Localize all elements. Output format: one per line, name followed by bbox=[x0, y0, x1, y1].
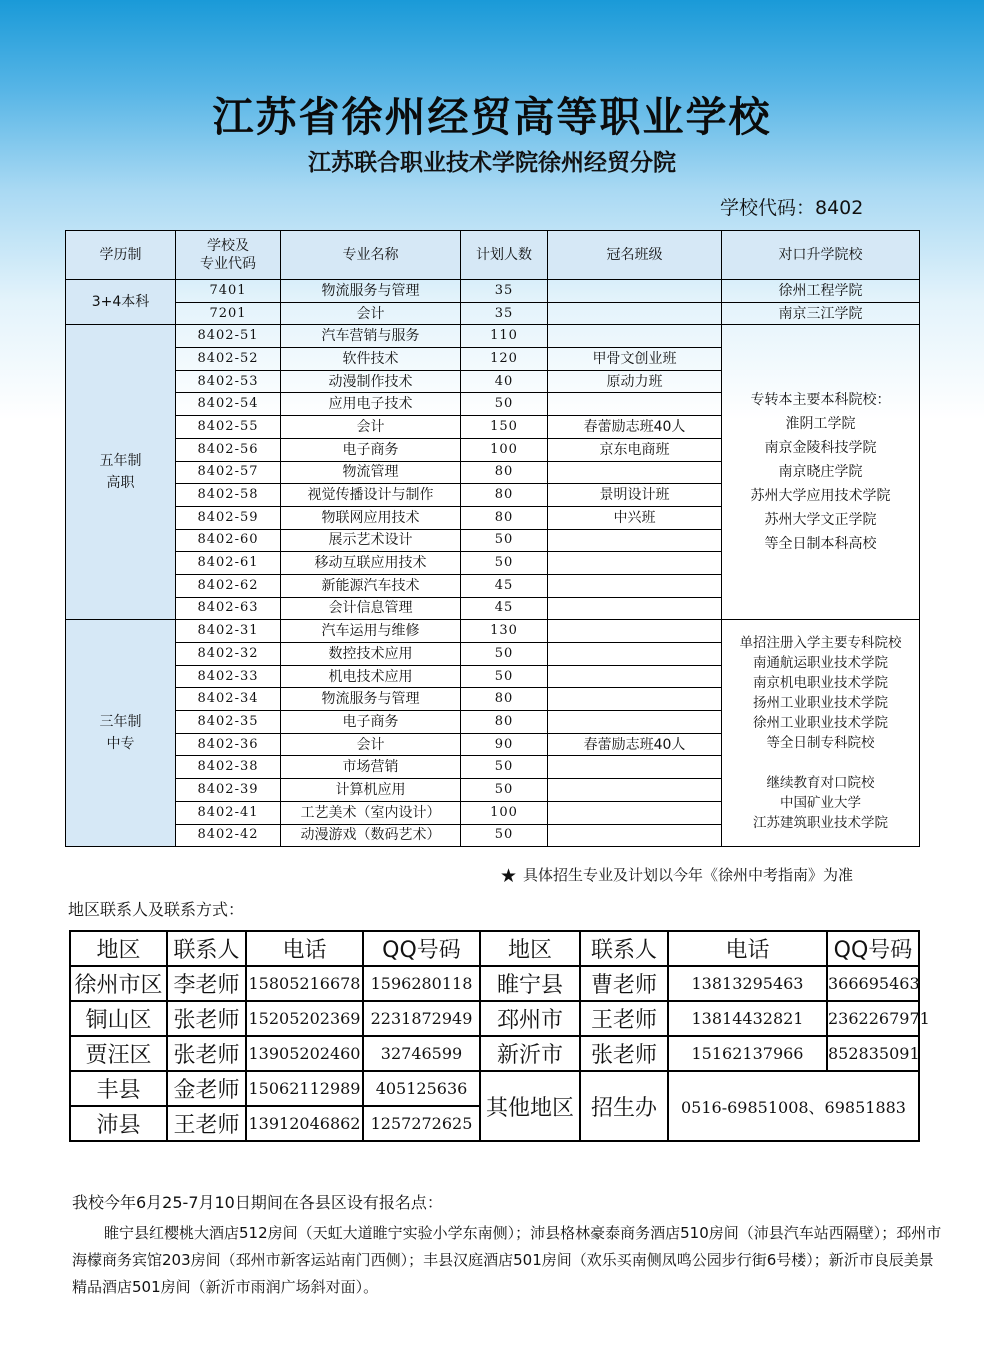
major-name: 工艺美术（室内设计） bbox=[281, 801, 461, 824]
column-header: 计划人数 bbox=[461, 231, 548, 280]
named-class bbox=[548, 756, 722, 779]
named-class bbox=[548, 529, 722, 552]
table-row bbox=[66, 302, 920, 325]
table-header-row bbox=[66, 231, 920, 280]
contact-person: 张老师 bbox=[167, 1001, 246, 1036]
table-row bbox=[66, 325, 920, 348]
footnote bbox=[500, 864, 853, 887]
major-name: 会计 bbox=[281, 416, 461, 439]
region: 睢宁县 bbox=[480, 966, 580, 1001]
major-code: 8402-34 bbox=[176, 688, 281, 711]
plan-count: 50 bbox=[461, 393, 548, 416]
major-code: 8402-35 bbox=[176, 711, 281, 734]
column-header: 地区 bbox=[70, 931, 167, 966]
major-name: 移动互联应用技术 bbox=[281, 552, 461, 575]
major-name: 市场营销 bbox=[281, 756, 461, 779]
page-subtitle: 江苏联合职业技术学院徐州经贸分院 bbox=[308, 150, 676, 176]
qq-number: 2362267971 bbox=[827, 1001, 919, 1036]
contact-row bbox=[70, 966, 919, 1001]
plan-count: 100 bbox=[461, 801, 548, 824]
target-college: 南京三江学院 bbox=[722, 302, 920, 325]
plan-count: 80 bbox=[461, 461, 548, 484]
named-class bbox=[548, 597, 722, 620]
column-header: QQ号码 bbox=[363, 931, 480, 966]
major-code: 8402-51 bbox=[176, 325, 281, 348]
major-name: 物流服务与管理 bbox=[281, 280, 461, 303]
region: 新沂市 bbox=[480, 1036, 580, 1071]
named-class: 春蕾励志班40人 bbox=[548, 416, 722, 439]
contact-row bbox=[70, 1036, 919, 1071]
phone: 13814432821 bbox=[668, 1001, 827, 1036]
enrollment-plan-table bbox=[65, 230, 920, 847]
table-row bbox=[66, 620, 920, 643]
column-header: 学校及 专业代码 bbox=[176, 231, 281, 280]
named-class bbox=[548, 665, 722, 688]
major-name: 电子商务 bbox=[281, 711, 461, 734]
major-code: 8402-59 bbox=[176, 506, 281, 529]
named-class bbox=[548, 302, 722, 325]
named-class: 京东电商班 bbox=[548, 438, 722, 461]
named-class: 景明设计班 bbox=[548, 484, 722, 507]
qq-number: 1257272625 bbox=[363, 1106, 480, 1141]
major-name: 软件技术 bbox=[281, 348, 461, 371]
major-name: 汽车营销与服务 bbox=[281, 325, 461, 348]
major-name: 电子商务 bbox=[281, 438, 461, 461]
registration-body: 睢宁县红樱桃大酒店512房间（天虹大道睢宁实验小学东南侧）；沛县格林豪泰商务酒店510房间（沛县汽车站西隔壁）；邳州市海檬商务宾馆203房间（邳州市新客运站南门西侧）；丰县汉庭酒店501房间（欢乐买南侧凤鸣公园步行街6号楼）；新沂市良辰美景精品酒店501房间（新沂市雨润广场斜对面）。 bbox=[72, 1224, 942, 1296]
phone: 15162137966 bbox=[668, 1036, 827, 1071]
target-colleges: 专转本主要本科院校： 淮阴工学院 南京金陵科技学院 南京晓庄学院 苏州大学应用技术学院 苏州大学文正学院 等全日制本科高校 bbox=[722, 325, 920, 620]
region: 丰县 bbox=[70, 1071, 167, 1106]
major-code: 8402-33 bbox=[176, 665, 281, 688]
named-class bbox=[548, 620, 722, 643]
contact-person: 张老师 bbox=[167, 1036, 246, 1071]
named-class bbox=[548, 280, 722, 303]
contact-person: 曹老师 bbox=[580, 966, 668, 1001]
major-code: 7201 bbox=[176, 302, 281, 325]
column-header: 联系人 bbox=[167, 931, 246, 966]
school-code: 学校代码：8402 bbox=[720, 197, 864, 219]
registration-heading: 我校今年6月25-7月10日期间在各县区设有报名点： bbox=[72, 1193, 443, 1212]
major-name: 会计信息管理 bbox=[281, 597, 461, 620]
named-class: 原动力班 bbox=[548, 370, 722, 393]
contacts-heading: 地区联系人及联系方式： bbox=[68, 900, 245, 919]
major-code: 8402-32 bbox=[176, 643, 281, 666]
target-college: 徐州工程学院 bbox=[722, 280, 920, 303]
major-name: 物流管理 bbox=[281, 461, 461, 484]
column-header: 对口升学院校 bbox=[722, 231, 920, 280]
named-class: 春蕾励志班40人 bbox=[548, 733, 722, 756]
plan-count: 80 bbox=[461, 688, 548, 711]
plan-count: 50 bbox=[461, 756, 548, 779]
major-code: 8402-62 bbox=[176, 574, 281, 597]
qq-number: 1596280118 bbox=[363, 966, 480, 1001]
major-code: 8402-31 bbox=[176, 620, 281, 643]
footnote-text: 具体招生专业及计划以今年《徐州中考指南》为准 bbox=[523, 866, 854, 884]
plan-count: 80 bbox=[461, 484, 548, 507]
plan-count: 50 bbox=[461, 643, 548, 666]
major-name: 展示艺术设计 bbox=[281, 529, 461, 552]
major-code: 8402-57 bbox=[176, 461, 281, 484]
major-code: 8402-38 bbox=[176, 756, 281, 779]
qq-number: 2231872949 bbox=[363, 1001, 480, 1036]
star-icon: ★ bbox=[500, 865, 518, 887]
column-header: 联系人 bbox=[580, 931, 668, 966]
column-header: 电话 bbox=[668, 931, 827, 966]
contact-person: 王老师 bbox=[580, 1001, 668, 1036]
region: 铜山区 bbox=[70, 1001, 167, 1036]
major-code: 8402-42 bbox=[176, 824, 281, 847]
major-name: 计算机应用 bbox=[281, 779, 461, 802]
column-header: 地区 bbox=[480, 931, 580, 966]
table-row bbox=[66, 280, 920, 303]
plan-count: 50 bbox=[461, 665, 548, 688]
plan-count: 90 bbox=[461, 733, 548, 756]
qq-number: 366695463 bbox=[827, 966, 919, 1001]
contact-person: 招生办 bbox=[580, 1071, 668, 1141]
major-code: 7401 bbox=[176, 280, 281, 303]
named-class bbox=[548, 552, 722, 575]
major-name: 会计 bbox=[281, 302, 461, 325]
plan-count: 45 bbox=[461, 597, 548, 620]
named-class bbox=[548, 574, 722, 597]
target-colleges: 单招注册入学主要专科院校 南通航运职业技术学院 南京机电职业技术学院 扬州工业职业技术学院 徐州工业职业技术学院 等全日制专科院校 继续教育对口院校 中国矿业大学 江苏建筑职业技术学院 bbox=[722, 620, 920, 847]
phone: 13813295463 bbox=[668, 966, 827, 1001]
plan-count: 50 bbox=[461, 552, 548, 575]
program-type: 3+4本科 bbox=[66, 280, 176, 325]
major-name: 应用电子技术 bbox=[281, 393, 461, 416]
contact-person: 张老师 bbox=[580, 1036, 668, 1071]
major-code: 8402-60 bbox=[176, 529, 281, 552]
named-class bbox=[548, 643, 722, 666]
column-header: 专业名称 bbox=[281, 231, 461, 280]
region: 其他地区 bbox=[480, 1071, 580, 1141]
major-code: 8402-39 bbox=[176, 779, 281, 802]
contact-row bbox=[70, 1001, 919, 1036]
phone: 0516-69851008、69851883 bbox=[668, 1071, 919, 1141]
plan-count: 40 bbox=[461, 370, 548, 393]
named-class bbox=[548, 779, 722, 802]
program-type: 三年制 中专 bbox=[66, 620, 176, 847]
page-title: 江苏省徐州经贸高等职业学校 bbox=[212, 93, 772, 141]
plan-count: 100 bbox=[461, 438, 548, 461]
named-class: 中兴班 bbox=[548, 506, 722, 529]
named-class bbox=[548, 824, 722, 847]
major-code: 8402-61 bbox=[176, 552, 281, 575]
column-header: 学历制 bbox=[66, 231, 176, 280]
contacts-header-row bbox=[70, 931, 919, 966]
major-code: 8402-63 bbox=[176, 597, 281, 620]
plan-count: 120 bbox=[461, 348, 548, 371]
major-name: 新能源汽车技术 bbox=[281, 574, 461, 597]
contact-person: 王老师 bbox=[167, 1106, 246, 1141]
major-name: 数控技术应用 bbox=[281, 643, 461, 666]
plan-count: 35 bbox=[461, 302, 548, 325]
named-class: 甲骨文创业班 bbox=[548, 348, 722, 371]
named-class bbox=[548, 325, 722, 348]
qq-number: 32746599 bbox=[363, 1036, 480, 1071]
plan-count: 50 bbox=[461, 779, 548, 802]
named-class bbox=[548, 393, 722, 416]
named-class bbox=[548, 711, 722, 734]
qq-number: 405125636 bbox=[363, 1071, 480, 1106]
major-code: 8402-52 bbox=[176, 348, 281, 371]
qq-number: 852835091 bbox=[827, 1036, 919, 1071]
contact-person: 金老师 bbox=[167, 1071, 246, 1106]
major-code: 8402-56 bbox=[176, 438, 281, 461]
named-class bbox=[548, 801, 722, 824]
plan-count: 110 bbox=[461, 325, 548, 348]
major-name: 视觉传播设计与制作 bbox=[281, 484, 461, 507]
major-name: 汽车运用与维修 bbox=[281, 620, 461, 643]
contact-row bbox=[70, 1071, 919, 1106]
region: 贾汪区 bbox=[70, 1036, 167, 1071]
major-code: 8402-54 bbox=[176, 393, 281, 416]
contacts-table bbox=[69, 930, 930, 1142]
plan-count: 50 bbox=[461, 824, 548, 847]
plan-count: 80 bbox=[461, 711, 548, 734]
column-header: QQ号码 bbox=[827, 931, 919, 966]
phone: 15062112989 bbox=[246, 1071, 363, 1106]
plan-count: 50 bbox=[461, 529, 548, 552]
phone: 13905202460 bbox=[246, 1036, 363, 1071]
major-name: 物联网应用技术 bbox=[281, 506, 461, 529]
program-type: 五年制 高职 bbox=[66, 325, 176, 620]
major-name: 物流服务与管理 bbox=[281, 688, 461, 711]
major-name: 机电技术应用 bbox=[281, 665, 461, 688]
plan-count: 45 bbox=[461, 574, 548, 597]
plan-count: 80 bbox=[461, 506, 548, 529]
phone: 15805216678 bbox=[246, 966, 363, 1001]
region: 沛县 bbox=[70, 1106, 167, 1141]
named-class bbox=[548, 461, 722, 484]
named-class bbox=[548, 688, 722, 711]
contact-person: 李老师 bbox=[167, 966, 246, 1001]
major-code: 8402-58 bbox=[176, 484, 281, 507]
region: 邳州市 bbox=[480, 1001, 580, 1036]
plan-count: 130 bbox=[461, 620, 548, 643]
major-name: 会计 bbox=[281, 733, 461, 756]
phone: 15205202369 bbox=[246, 1001, 363, 1036]
major-code: 8402-36 bbox=[176, 733, 281, 756]
plan-count: 35 bbox=[461, 280, 548, 303]
column-header: 电话 bbox=[246, 931, 363, 966]
column-header: 冠名班级 bbox=[548, 231, 722, 280]
major-name: 动漫游戏（数码艺术） bbox=[281, 824, 461, 847]
major-code: 8402-55 bbox=[176, 416, 281, 439]
phone: 13912046862 bbox=[246, 1106, 363, 1141]
major-code: 8402-41 bbox=[176, 801, 281, 824]
major-name: 动漫制作技术 bbox=[281, 370, 461, 393]
region: 徐州市区 bbox=[70, 966, 167, 1001]
plan-count: 150 bbox=[461, 416, 548, 439]
major-code: 8402-53 bbox=[176, 370, 281, 393]
